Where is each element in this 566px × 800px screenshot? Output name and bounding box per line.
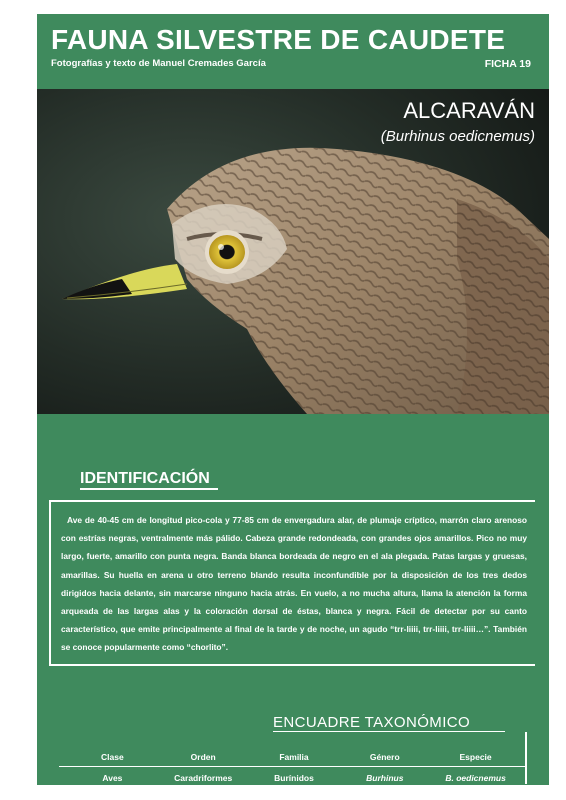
sheet-number: FICHA 19	[484, 58, 531, 70]
species-scientific-name: (Burhinus oedicnemus)	[380, 128, 535, 145]
taxonomy-header-row	[67, 752, 521, 762]
bird-photo	[37, 89, 549, 414]
header	[37, 14, 549, 89]
page-title: FAUNA SILVESTRE DE CAUDETE	[51, 24, 506, 55]
tax-header-orden: Orden	[190, 752, 216, 762]
tax-value-orden: Caradriformes	[174, 773, 233, 783]
taxonomy-value-row	[67, 773, 521, 783]
tax-header-genero: Género	[369, 752, 400, 762]
tax-header-especie: Especie	[459, 752, 492, 762]
author-credit: Fotografías y texto de Manuel Cremades García	[51, 58, 266, 69]
tax-header-clase: Clase	[101, 752, 124, 762]
tax-value-clase: Aves	[102, 773, 123, 783]
taxonomy-divider	[59, 766, 525, 767]
identification-heading-underline	[80, 488, 218, 490]
tax-value-familia: Burínidos	[274, 773, 314, 783]
tax-value-especie: B. oedicnemus	[445, 773, 506, 783]
fact-sheet-card	[37, 14, 549, 785]
identification-heading: IDENTIFICACIÓN	[80, 470, 210, 487]
taxonomy-heading: ENCUADRE TAXONÓMICO	[273, 714, 471, 731]
identification-text: Ave de 40-45 cm de longitud pico-cola y 77-85 cm de envergadura alar, de plumaje críptico, marrón claro arenoso con estrías negras, ventralmente más pálido. Cabeza grande redondeada, con grandes ojos amarillos. Pico no muy largo, fuerte, amarillo con punta negra. Banda blanca bordeada de negro en el ala plegada. Patas largas y gruesas, amarillas. Su huella en arena u otro terreno blando resulta inconfundible por la disposición de los tres dedos dirigidos hacia delante, sin marcarse ninguno hacia atrás. En vuelo, a no mucha altura, llama la atención la forma arqueada de las largas alas y la coloración dorsal de éstas, blanca y negra. Fácil de detectar por su canto característico, que emite principalmente al final de la tarde y de noche, un agudo “trr-liiii, trr-liiii, trr-liiii…”. También se conoce popularmente como “chorlito”.	[61, 515, 527, 653]
tax-header-familia: Familia	[279, 752, 309, 762]
tax-value-genero: Burhinus	[366, 773, 404, 783]
species-common-name: ALCARAVÁN	[403, 98, 535, 123]
